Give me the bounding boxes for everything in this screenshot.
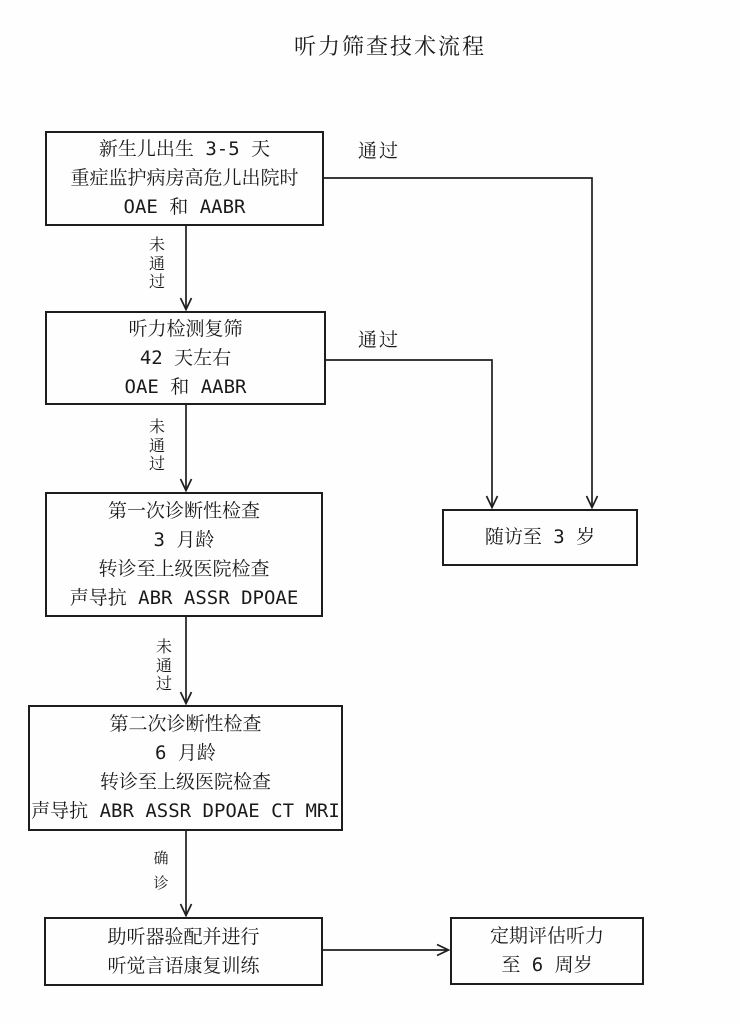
node-text-line: 3 月龄 bbox=[153, 528, 215, 551]
node-text-line: 第二次诊断性检查 bbox=[109, 713, 262, 735]
node-text-line: 重症监护病房高危儿出院时 bbox=[70, 167, 299, 189]
node-text-line: 第一次诊断性检查 bbox=[107, 499, 260, 522]
node-second-diagnosis bbox=[28, 705, 343, 831]
arrow-pass-2 bbox=[326, 360, 498, 508]
node-text-line: 42 天左右 bbox=[139, 346, 232, 369]
edge-label-pass-1: 通过 bbox=[358, 140, 401, 162]
node-text-line: 助听器验配并进行 bbox=[107, 925, 260, 948]
edge-label-fail-2: 未通过 bbox=[148, 417, 165, 473]
node-text-line: 至 6 周岁 bbox=[501, 954, 593, 976]
node-text-line: 6 月龄 bbox=[155, 742, 216, 764]
node-text-line: 转诊至上级医院检查 bbox=[98, 557, 270, 580]
edge-label-confirmed: 确诊 bbox=[153, 849, 169, 892]
edge-label-fail-3: 未通过 bbox=[155, 637, 172, 693]
page-title: 听力筛查技术流程 bbox=[293, 35, 486, 60]
node-text-line: 声导抗 ABR ASSR DPOAE bbox=[69, 586, 299, 609]
node-text-line: 新生儿出生 3-5 天 bbox=[98, 138, 271, 160]
node-text-line: OAE 和 AABR bbox=[123, 196, 246, 218]
arrow-fail-1 bbox=[181, 226, 192, 310]
node-follow-up bbox=[442, 509, 638, 566]
node-text-line: 声导抗 ABR ASSR DPOAE CT MRI bbox=[31, 800, 340, 822]
node-text-line: OAE 和 AABR bbox=[124, 375, 247, 398]
edge-label-fail-1: 未通过 bbox=[148, 235, 165, 291]
node-text-line: 听觉言语康复训练 bbox=[107, 954, 260, 977]
edge-label-pass-2: 通过 bbox=[358, 329, 401, 351]
arrow-fail-2 bbox=[181, 405, 192, 491]
node-text-line: 听力检测复筛 bbox=[128, 317, 243, 340]
arrow-confirmed bbox=[181, 831, 192, 916]
arrow-fail-3 bbox=[181, 617, 192, 704]
node-text-line: 转诊至上级医院检查 bbox=[99, 771, 271, 793]
node-intervention bbox=[44, 917, 323, 986]
node-initial-screening bbox=[45, 131, 324, 226]
node-first-diagnosis bbox=[45, 492, 323, 617]
node-text-line: 随访至 3 岁 bbox=[484, 526, 596, 548]
node-text-line: 定期评估听力 bbox=[489, 925, 604, 947]
node-periodic-evaluation bbox=[450, 917, 644, 985]
arrow-evaluation bbox=[323, 945, 449, 956]
node-rescreening bbox=[45, 311, 326, 405]
